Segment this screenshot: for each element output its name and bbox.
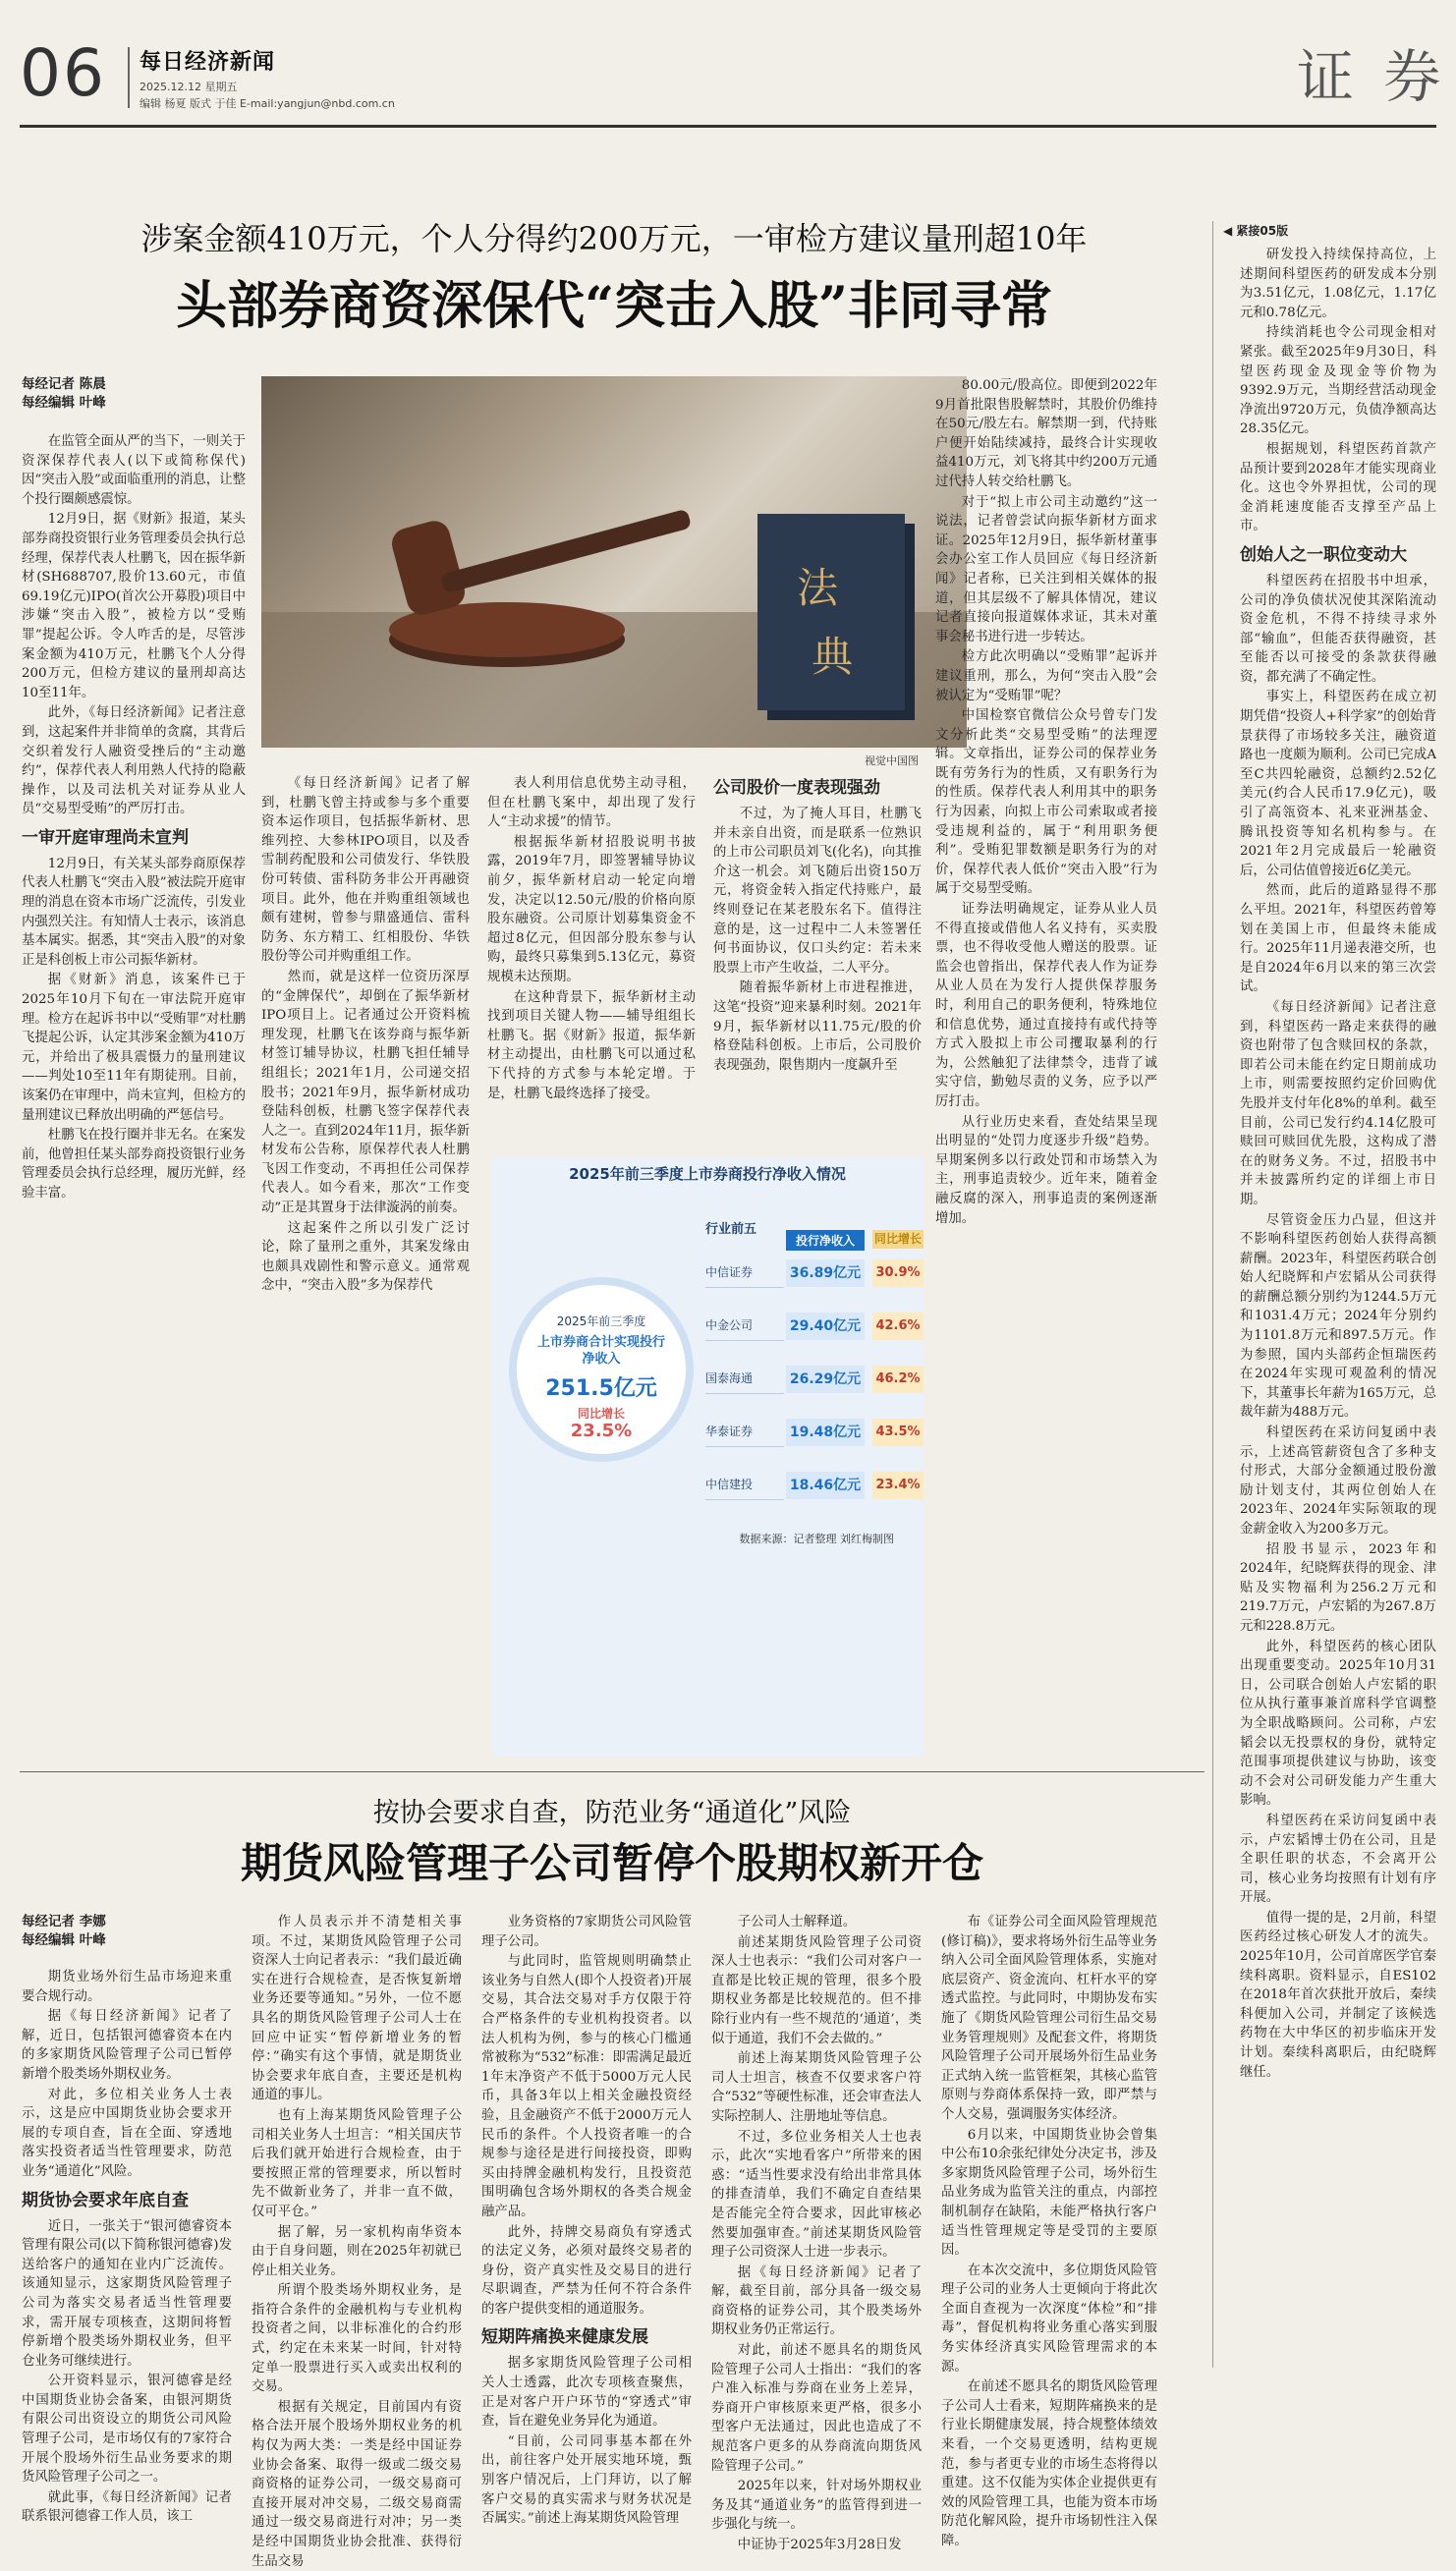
paragraph: 在监管全面从严的当下，一则关于资深保荐代表人(以下或简称保代)因“突击入股”或面临重刑的消息，让整个投行圈颇感震惊。 — [22, 434, 246, 507]
paragraph: 然而，就是这样一位资历深厚的“金牌保代”，却倒在了振华新材IPO项目上。记者通过公开资料梳理发现，杜鹏飞在该券商与振华新材签订辅导协议，杜鹏飞担任辅导组组长；2021年1月，公司递交招股书；2021年9月，振华新材成功登陆科创板，杜鹏飞签字保荐代表人之一。直到2024年11月，振华新材发布公告称，原保荐代表人杜鹏飞因工作变动，不再担任公司保荐代表人。如今看来，那次“工作变动”正是其置身于法律漩涡的前奏。 — [261, 969, 470, 1216]
ranking-broker-name: 中金公司 — [705, 1311, 784, 1341]
side-column — [1240, 246, 1436, 2385]
ranking-growth-value: 46.2% — [872, 1366, 924, 1393]
paragraph: 根据振华新材招股说明书披露，2019年7月，即签署辅导协议前夕，振华新材启动一轮定向增发，决定以12.50元/股的价格向原股东融资。公司原计划募集资金不超过8亿元，但因部分股东参与认购，最终只募集到5.13亿元，募资规模未达预期。 — [487, 834, 696, 984]
paragraph: 就此事，《每日经济新闻》记者联系银河德睿工作人员，该工 — [22, 2489, 232, 2525]
col-header-growth: 同比增长 — [872, 1230, 924, 1249]
paragraph: 据《每日经济新闻》记者了解，近日，包括银河德睿资本在内的多家期货风险管理子公司已暂停新增个股类场外期权业务。 — [22, 2009, 232, 2082]
article1-title: 头部券商资深保代“突击入股”非同寻常 — [176, 276, 1052, 336]
paragraph: 12月9日，据《财新》报道，某头部券商投资银行业务管理委员会执行总经理，保荐代表人杜鹏飞，因在振华新材(SH688707,股价13.60元，市值69.19亿元)IPO(首次公开募股)项目中涉嫌“突击入股”，被检方以“受贿罪”提起公诉。令人咋舌的是，尽管涉案金额为410万元，杜鹏飞个人分得200万元，但检方建议的量刑却高达10至11年。 — [22, 512, 246, 700]
summary-total-value: 251.5亿元 — [545, 1376, 657, 1401]
article1-column-3 — [487, 774, 696, 1162]
section-heading: 创始人之一职位变动大 — [1240, 544, 1407, 565]
section-name: 证 券 — [1297, 43, 1447, 110]
editors-line: 编辑 杨夏 版式 于佳 E-mail:yangjun@nbd.com.cn — [140, 97, 395, 110]
paper-name: 每日经济新闻 — [140, 49, 276, 75]
paragraph: 据《每日经济新闻》记者了解，截至目前，部分具备一级交易商资格的证券公司，其个股类场外期权业务仍正常运行。 — [711, 2264, 922, 2338]
paragraph: 科望医药在招股书中坦承，公司的净负债状况使其深陷流动资金危机，不得不持续寻求外部“输血”，但能否获得融资，甚至能否以可接受的条款获得融资，都充满了不确定性。 — [1240, 573, 1436, 685]
paragraph: 持续消耗也令公司现金相对紧张。截至2025年9月30日，科望医药现金及现金等价物为9392.9万元，当期经营活动现金净流出9720万元，负债净额高达28.35亿元。 — [1240, 325, 1436, 437]
reporter-credit: 每经记者 陈晨 — [22, 376, 106, 392]
section-heading: 短期阵痛换来健康发展 — [481, 2327, 648, 2348]
side-divider — [1212, 221, 1213, 2368]
ranking-broker-name: 国泰海通 — [705, 1364, 784, 1394]
section-heading: 期货协会要求年底自查 — [22, 2190, 189, 2210]
gavel-illustration — [261, 376, 967, 748]
paragraph: 在前述不愿具名的期货风险管理子公司人士看来，短期阵痛换来的是行业长期健康发展，持合规整体绩效来看，一个交易更透明，结构更规范，参与者更专业的市场生态将得以重建。这不仅能为实体企业提供更有效的风险管理工具，也能为资本市场防范化解风险，提升市场韧性注入保障。 — [941, 2379, 1157, 2548]
paragraph: 近日，一张关于“银河德睿资本管理有限公司(以下简称银河德睿)发送给客户的通知在业内广泛流传。该通知显示，这家期货风险管理子公司为落实交易者适当性管理要求，需开展专项核查，这期间将暂停新增个股类场外期权业务，但平仓业务可继续进行。 — [22, 2218, 232, 2369]
paragraph: 随着振华新材上市进程推进，这笔“投资”迎来暴利时刻。2021年9月，振华新材以11.75元/股的价格登陆科创板。上市后，公司股价表现强劲，限售期内一度飙升至 — [713, 980, 922, 1073]
article1-subtitle: 涉案金额410万元，个人分得约200万元，一审检方建议量刑超10年 — [140, 220, 1088, 257]
section-heading: 一审开庭审理尚未宣判 — [22, 827, 189, 848]
paragraph: 12月9日，有关某头部券商原保荐代表人杜鹏飞“突击入股”被法院开庭审理的消息在资本市场广泛流传，引发业内强烈关注。有知情人士表示，该消息基本属实。据悉，其“突击入股”的对象正是科创板上市公司振华新材。 — [22, 856, 246, 968]
ranking-broker-name: 中信证券 — [705, 1258, 784, 1288]
paragraph: 子公司人士解释道。 — [737, 1915, 857, 1929]
paragraph: 尽管资金压力凸显，但这并不影响科望医药创始人获得高额薪酬。2023年，科望医药联合创始人纪晓辉和卢宏韬从公司获得的薪酬总额分别约为1244.5万元和1031.4万元；2024年分别约为1101.8万元和897.5万元。作为参照，国内头部药企恒瑞医药在2024年实现可观盈利的情况下，其董事长年薪为165万元，总裁年薪为488万元。 — [1240, 1212, 1436, 1421]
article-divider — [20, 1771, 1204, 1772]
article1-column-2 — [261, 774, 470, 1757]
editor-credit: 每经编辑 叶峰 — [22, 1932, 106, 1948]
ranking-growth-value: 23.4% — [872, 1472, 924, 1499]
ranking-broker-name: 华泰证券 — [705, 1417, 784, 1447]
infographic-source: 数据来源：记者整理 刘红梅制图 — [739, 1533, 894, 1545]
ranking-growth-value: 42.6% — [872, 1313, 924, 1340]
continued-label: ◀ 紧接05版 — [1223, 224, 1289, 238]
paragraph: 检方此次明确以“受贿罪”起诉并建议重刑，那么，为何“突击入股”会被认定为“受贿罪”呢？ — [935, 649, 1157, 703]
paragraph: 期货业场外衍生品市场迎来重要合规行动。 — [22, 1970, 232, 2004]
paragraph: 在本次交流中，多位期货风险管理子公司的业务人士更倾向于将此次全面自查视为一次深度“体检”和“排毒”，督促机构将业务重心落实到服务实体经济真实风险管理需求的本源。 — [941, 2263, 1157, 2375]
ranking-income-value: 29.40亿元 — [786, 1313, 865, 1340]
paragraph: 公开资料显示，银河德睿是经中国期货业协会备案，由银河期货有限公司出资设立的期货公司风险管理子公司，是市场仅有的7家符合开展个股场外衍生品业务要求的期货风险管理子公司之一。 — [22, 2374, 232, 2486]
ranking-income-value: 26.29亿元 — [786, 1366, 865, 1393]
paragraph: 对于“拟上市公司主动邀约”这一说法，记者曾尝试向振华新材方面求证。2025年12月9日，振华新材董事会办公室工作人员回应《每日经济新闻》记者称，已关注到相关媒体的报道，但其层级不了解具体情况，建议记者直接向报道媒体求证，其未对董事会秘书进行进一步转达。 — [935, 494, 1157, 644]
paragraph: 《每日经济新闻》记者注意到，科望医药一路走来获得的融资也附带了包含赎回权的条款，即若公司未能在约定日期前成功上市，则需要按照约定价回购优先股并支付年化8%的单利。截至目前，公司已发行约4.14亿股可赎回可赎回优先股，这构成了潜在的财务义务。不过，招股书中并未披露所约定的详细上市日期。 — [1240, 999, 1436, 1207]
paragraph: 作人员表示并不清楚相关事项。不过，某期货风险管理子公司资深人士向记者表示：“我们最近确实在进行合规检查，是否恢复新增业务还要等通知。”另外，一位不愿具名的期货风险管理子公司人士在回应中证实“暂停新增业务的暂停：”确实有这个事情，就是期货业协会要求年底自查，主要还是机构通道的事儿。 — [252, 1915, 462, 2103]
article1-byline — [22, 375, 246, 413]
paragraph: 此外，《每日经济新闻》记者注意到，这起案件并非简单的贪腐，其背后交织着发行人融资受挫后的“主动邀约”，保荐代表人利用熟人代持的隐蔽操作，以及司法机关对证券从业人员“交易型受贿”的严厉打击。 — [22, 705, 246, 817]
paragraph: 对此，前述不愿具名的期货风险管理子公司人士指出：“我们的客户准入标准与券商在业务上差异，券商开户审核原来更严格，很多小型客户无法通过，因此也造成了不规范客户更多的从券商流向期货风险管理子公司。” — [711, 2343, 922, 2474]
article2-column-2 — [252, 1913, 462, 2569]
paragraph: 杜鹏飞在投行圈并非无名。在案发前，他曾担任某头部券商投资银行业务管理委员会执行总经理，履历光鲜，经验丰富。 — [22, 1128, 246, 1201]
income-infographic — [491, 1157, 924, 1757]
paragraph: 据《财新》消息，该案件已于2025年10月下旬在一审法院开庭审理。检方在起诉书中以“受贿罪”对杜鹏飞提起公诉，认定其涉案金额为410万元，并给出了极具震慑力的量刑建议——判处10至11年有期徒刑。目前，该案仍在审理中，尚未宣判，但检方的量刑建议已释放出明确的严惩信号。 — [22, 973, 246, 1123]
paragraph: 从行业历史来看，查处结果呈现出明显的“处罚力度逐步升级”趋势。早期案例多以行政处罚和市场禁入为主，刑事追责较少。近年来，随着金融反腐的深入，刑事追责的案例逐渐增加。 — [935, 1114, 1157, 1226]
article2-byline — [22, 1913, 232, 1950]
paragraph: “目前，公司同事基本都在外出，前往客户处开展实地环境，甄别客户情况后，上门拜访，以了解客户交易的真实需求与财务状况是否属实。”前述上海某期货风险管理 — [481, 2433, 692, 2527]
paragraph: 6月以来，中国期货业协会曾集中公布10余张纪律处分决定书，涉及多家期货风险管理子公司，场外衍生品业务成为监管关注的重点，内部控制机制存在缺陷，未能严格执行客户适当性管理规定等是受罚的主要原因。 — [941, 2127, 1157, 2259]
paragraph: 业务资格的7家期货公司风险管理子公司。 — [481, 1915, 692, 1949]
ranking-income-value: 36.89亿元 — [786, 1259, 865, 1287]
article2-column-1 — [22, 1968, 232, 2525]
svg-text:法: 法 — [797, 564, 839, 612]
paragraph: 事实上，科望医药在成立初期凭借“投资人+科学家”的创始背景获得了市场较多关注，融资道路也一度颇为顺利。公司已完成A至C共四轮融资，总额约2.52亿美元(约合人民币17.9亿元)，吸引了高瓴资本、礼来亚洲基金、腾讯投资等知名机构参与。在2021年2月完成最后一轮融资后，公司估值曾接近6亿美元。 — [1240, 690, 1436, 878]
paragraph: 与此同时，监管规则明确禁止该业务与自然人(即个人投资者)开展交易，其合法交易对手方仅限于符合严格条件的专业机构投资者。以法人机构为例，参与的核心门槛通常被称为“532”标准：即需满足最近1年末净资产不低于5000万元人民币，具备3年以上相关金融投资经验，且金融资产不低于2000万元人民币的条件。个人投资者唯一的合规参与途径是进行间接投资，即购买由持牌金融机构发行，且投资范围明确包含场外期权的各类合规金融产品。 — [481, 1954, 692, 2219]
masthead-rule — [20, 125, 1436, 128]
paragraph: 科望医药在采访问复函中表示，上述高管薪资包含了多种支付形式，大部分金额通过股份激励计划支付，其两位创始人在2023年、2024年实际领取的现金薪金收入为200多万元。 — [1240, 1425, 1436, 1537]
page-number: 06 — [20, 35, 106, 111]
ranking-income-value: 19.48亿元 — [786, 1419, 865, 1446]
reporter-credit: 每经记者 李娜 — [22, 1914, 106, 1929]
paragraph: 此外，科望医药的核心团队出现重要变动。2025年10月31日，公司联合创始人卢宏韬的职位从执行董事兼首席科学官调整为全职战略顾问。公司称，卢宏韬会以无投票权的身份，就特定范围事项提供建议与协助，该变动不会对公司研发能力产生重大影响。 — [1240, 1639, 1436, 1809]
issue-date: 2025.12.12 星期五 — [140, 81, 238, 93]
paragraph: 根据有关规定，目前国内有资格合法开展个股场外期权业务的机构仅为两大类：一类是经中国证券业协会备案、取得一级或二级交易商资格的证券公司，一级交易商可直接开展对冲交易，二级交易商需通过一级交易商进行对冲；另一类是经中国期货业协会批准、获得衍生品交易 — [252, 2399, 462, 2569]
summary-growth-value: 23.5% — [570, 1421, 633, 1441]
editor-credit: 每经编辑 叶峰 — [22, 395, 106, 411]
paragraph: 值得一提的是，2月前，科望医药经过核心研发人才的流失。2025年10月，公司首席医学官秦续科离职。资料显示，自ES102在2018年首次获批开放后，秦续科便加入公司，并制定了该候选药物在大中华区的初步临床开发计划。秦续科离职后，由纪晓辉继任。 — [1240, 1910, 1436, 2080]
paragraph: 招股书显示，2023年和2024年，纪晓辉获得的现金、津贴及实物福利为256.2万元和219.7万元，卢宏韬的为267.8万元和228.8万元。 — [1240, 1541, 1436, 1634]
paragraph: 据了解，另一家机构南华资本由于自身问题，则在2025年初就已停止相关业务。 — [252, 2224, 462, 2278]
paragraph: 然而，此后的道路显得不那么平坦。2021年，科望医药曾筹划在美国上市，但最终未能成行。2025年11月递表港交所，也是自2024年6月以来的第三次尝试。 — [1240, 883, 1436, 995]
masthead — [0, 0, 1456, 126]
paragraph: 对此，多位相关业务人士表示，这是应中国期货业协会要求开展的专项自查，旨在全面、穿透地落实投资者适当性管理要求，防范业务“通道化”风险。 — [22, 2087, 232, 2179]
paragraph: 布《证券公司全面风险管理规范(修订稿)》，要求将场外衍生品等业务纳入公司全面风险管理体系，实施对底层资产、资金流向、杠杆水平的穿透式监控。与此同时，中期协发布实施了《期货风险管理公司衍生品交易业务管理规则》及配套文件，将期货风险管理子公司开展场外衍生品业务正式纳入统一监管框架，其核心监管原则与券商体系保持一致，即严禁与个人交易，强调服务实体经济。 — [941, 1915, 1157, 2122]
paragraph: 这起案件之所以引发广泛讨论，除了量刑之重外，其案发缘由也颇具戏剧性和警示意义。通常观念中，“突击入股”多为保荐代 — [261, 1220, 470, 1294]
paragraph: 科望医药在采访问复函中表示，卢宏韬博士仍在公司，且是全职任职的状态，不会离开公司，核心业务均按照有计划有序开展。 — [1240, 1813, 1436, 1906]
paragraph: 也有上海某期货风险管理子公司相关业务人士坦言：“相关国庆节后我们就开始进行合规检查，由于要按照正常的管理要求，所以暂时先不做新业务了，并非一直不做，仅可平仓。” — [252, 2107, 462, 2219]
paragraph: 中国检察官微信公众号曾专门发文分析此类“交易型受贿”的法理逻辑。文章指出，证券公司的保荐业务既有劳务行为的性质，又有职务行为的性质。保荐代表人利用其中的职务行为因素，向拟上市公司索取或者接受违规利益的，属于“利用职务便利”。受贿犯罪数额是职务行为的对价，保荐代表人低价“突击入股”行为属于交易型受贿。 — [935, 708, 1157, 897]
paragraph: 根据规划，科望医药首款产品预计要到2028年才能实现商业化。这也令外界担忧，公司的现金消耗速度能否支撑至产品上市。 — [1240, 441, 1436, 534]
col-header-income: 投行净收入 — [786, 1230, 865, 1251]
article2-title: 期货风险管理子公司暂停个股期权新开仓 — [240, 1839, 983, 1887]
article1-column-5 — [935, 376, 1157, 1757]
paragraph: 证券法明确规定，证券从业人员不得直接或借他人名义持有，买卖股票，也不得收受他人赠送的股票。证监会也曾指出，保荐代表人作为证券从业人员在为发行人提供保荐服务时，利用自己的职务便利，特殊地位和信息优势，通过直接持有或代持等方式入股拟上市公司攫取暴利的行为，公然触犯了法律禁令，违背了诚实守信，勤勉尽责的义务，应予以严厉打击。 — [935, 902, 1157, 1109]
article1-column-1 — [22, 432, 246, 1759]
paragraph: 中证协于2025年3月28日发 — [737, 2538, 902, 2552]
paragraph: 不过，为了掩人耳目，杜鹏飞并未亲自出资，而是联系一位熟识的上市公司职员刘飞(化名)，向其推介这一机会。刘飞随后出资150万元，将资金转入指定代持账户，最终则登记在某老股东名下。值得注意的是，这一过程中二人未签署任何书面协议，仅口头约定：若未来股票上市产生收益，二人平分。 — [713, 807, 922, 976]
ranking-income-value: 18.46亿元 — [786, 1472, 865, 1499]
infographic-title: 2025年前三季度上市券商投行净收入情况 — [569, 1165, 846, 1183]
paragraph: 据多家期货风险管理子公司相关人士透露，此次专项核查聚焦，正是对客户开户环节的“穿透式”审查，旨在避免业务异化为通道。 — [481, 2356, 692, 2430]
article1-column-4 — [713, 774, 922, 1138]
paragraph: 研发投入持续保持高位，上述期间科望医药的研发成本分别为3.51亿元，1.08亿元，1.17亿元和0.78亿元。 — [1240, 248, 1436, 320]
paragraph: 《每日经济新闻》记者了解到，杜鹏飞曾主持或参与多个重要资本运作项目，包括振华新材、思维列控、大参林IPO项目，以及香雪制药配股和公司债发行、华铁股份可转债、雷科防务非公开再融资项目。此外，他在并购重组领域也颇有建树，曾参与鼎盛通信、雷科防务、东方精工、红相股份、华铁股份等公司并购重组工作。 — [261, 776, 470, 965]
paragraph: 不过，多位业务相关人士也表示，此次“实地看客户”所带来的困惑：“适当性要求没有给出非常具体的排查清单，我们不确定自查结果是否能完全符合要求，因此审核必然要加强审查。”前述某期货风险管理子公司资深人士进一步表示。 — [711, 2129, 922, 2261]
col-header-rank: 行业前五 — [705, 1222, 757, 1237]
photo-credit: 视觉中国图 — [865, 755, 919, 767]
section-heading: 公司股价一度表现强劲 — [713, 778, 880, 798]
ranking-broker-name: 中信建投 — [705, 1470, 784, 1500]
summary-growth-label: 同比增长 — [577, 1407, 625, 1421]
summary-period: 2025年前三季度 — [556, 1314, 646, 1328]
ranking-growth-value: 43.5% — [872, 1419, 924, 1446]
paragraph: 在这种背景下，振华新材主动找到项目关键人物——辅导组组长杜鹏飞。据《财新》报道，振华新材主动提出，由杜鹏飞可以通过私下代持的方式参与本轮定增。于是，杜鹏飞最终选择了接受。 — [487, 989, 696, 1101]
article2-subtitle: 按协会要求自查，防范业务“通道化”风险 — [372, 1798, 852, 1828]
ranking-growth-value: 30.9% — [872, 1259, 924, 1287]
paragraph: 所谓个股类场外期权业务，是指符合条件的金融机构与专业机构投资者之间，以非标准化的合约形式，约定在未来某一时间，针对特定单一股票进行买入或卖出权利的交易。 — [252, 2283, 462, 2395]
svg-text:典: 典 — [812, 633, 854, 681]
paragraph: 此外，持牌交易商负有穿透式的法定义务，必须对最终交易者的身份，资产真实性及交易目的进行尽职调查，严禁为任何不符合条件的客户提供变相的通道服务。 — [481, 2224, 692, 2317]
paragraph: 表人利用信息优势主动寻租，但在杜鹏飞案中，却出现了发行人“主动求援”的情节。 — [487, 776, 696, 830]
article2-column-4 — [711, 1913, 922, 2552]
paragraph: 2025年以来，针对场外期权业务及其“通道业务”的监管得到进一步强化与统一。 — [711, 2479, 922, 2533]
article2-column-5 — [941, 1913, 1157, 2548]
article2-column-3 — [481, 1913, 692, 2527]
paragraph: 前述某期货风险管理子公司资深人士也表示：“我们公司对客户一直都是比较正规的管理，很多个股期权业务都是比较规范的。但不排除行业内有一些不规范的‘通道’，类似于通道，我们不会去做的。” — [711, 1934, 922, 2046]
gavel-photo — [261, 376, 967, 748]
masthead-divider — [128, 47, 130, 108]
paragraph: 80.00元/股高位。即便到2022年9月首批限售股解禁时，其股价仍维持在50元/股左右。解禁期一到，代持账户便开始陆续减持，最终合计实现收益410万元，刘飞将其中约200万元通过代持人转交给杜鹏飞。 — [935, 378, 1157, 489]
paragraph: 前述上海某期货风险管理子公司人士坦言，核查不仅要求客户符合“532”等硬性标准，还会审查法人实际控制人、注册地址等信息。 — [711, 2051, 922, 2124]
summary-total-label: 上市券商合计实现投行净收入 — [536, 1335, 665, 1367]
